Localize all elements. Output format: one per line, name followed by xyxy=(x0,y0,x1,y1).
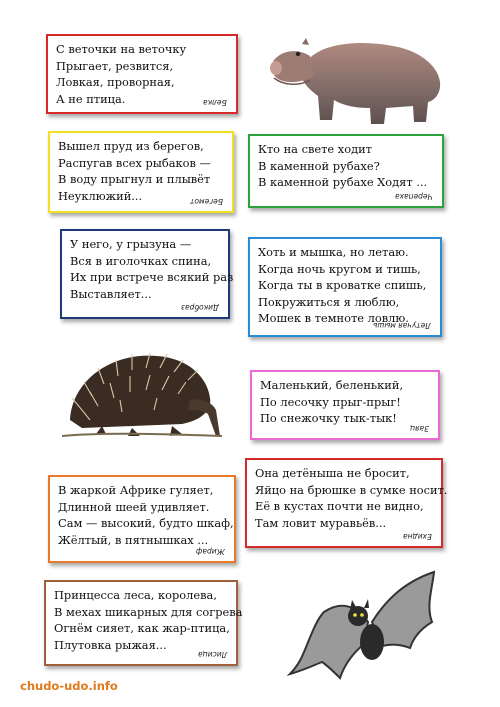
riddle-text: Маленький, беленький, По лесочку прыг-прыг! По снежочку тык-тык! xyxy=(260,378,404,425)
footer-site-link[interactable]: chudo-udo.info xyxy=(20,679,118,693)
riddle-answer: Белка xyxy=(203,98,227,107)
riddle-card-echidna xyxy=(245,458,448,548)
riddle-text: У него, у грызуна — Вся в иголочках спина, Их при встрече всякий раз Выставляет... xyxy=(70,237,234,301)
riddle-card-porcupine xyxy=(60,229,234,319)
riddle-card-bat xyxy=(248,237,442,337)
echidna-image xyxy=(62,340,222,440)
riddle-text: С веточки на веточку Прыгает, резвится, Ловкая, проворная, А не птица. xyxy=(56,42,187,106)
riddle-card-giraffe xyxy=(48,475,236,563)
bat-image xyxy=(286,566,454,686)
riddle-text: Она детёныша не бросит, Яйцо на брюшке в сумке носит. Её в кустах почти не видно, Там ловит муравьёв... xyxy=(255,466,448,530)
riddle-text: Кто на свете ходит В каменной рубахе? В каменной рубахе Ходят ... xyxy=(258,142,428,189)
riddle-answer: Заяц xyxy=(409,424,429,433)
riddle-answer: Летучая мышь xyxy=(373,321,431,330)
riddle-text: В жаркой Африке гуляет, Длинной шеей удивляет. Сам — высокий, будто шкаф, Жёлтый, в пятнышках ... xyxy=(58,483,234,547)
riddle-card-hippo xyxy=(48,131,234,213)
riddle-answer: Бегемот xyxy=(190,197,223,206)
riddle-text: Вышел пруд из берегов, Распугав всех рыбаков — В воду прыгнул и плывёт Неуклюжий... xyxy=(58,139,211,203)
riddle-answer: Лисица xyxy=(197,650,227,659)
riddle-text: Принцесса леса, королева, В мехах шикарных для согрева Огнём сияет, как жар-птица, Плутовка рыжая... xyxy=(54,588,243,652)
riddle-answer: Черепаха xyxy=(395,192,433,201)
riddle-answer: Дикобраз xyxy=(181,303,219,312)
hippo-image xyxy=(268,30,448,128)
riddle-card-squirrel xyxy=(46,34,238,114)
riddle-answer: Жираф xyxy=(196,547,225,556)
riddle-card-hare xyxy=(250,370,440,440)
riddle-text: Хоть и мышка, но летаю. Когда ночь кругом и тишь, Когда ты в кроватке спишь, Покружиться я люблю, Мошек в темноте ловлю. xyxy=(258,245,427,325)
riddle-card-turtle xyxy=(248,134,444,208)
riddle-answer: Ехидна xyxy=(403,532,432,541)
riddle-card-fox xyxy=(44,580,243,666)
